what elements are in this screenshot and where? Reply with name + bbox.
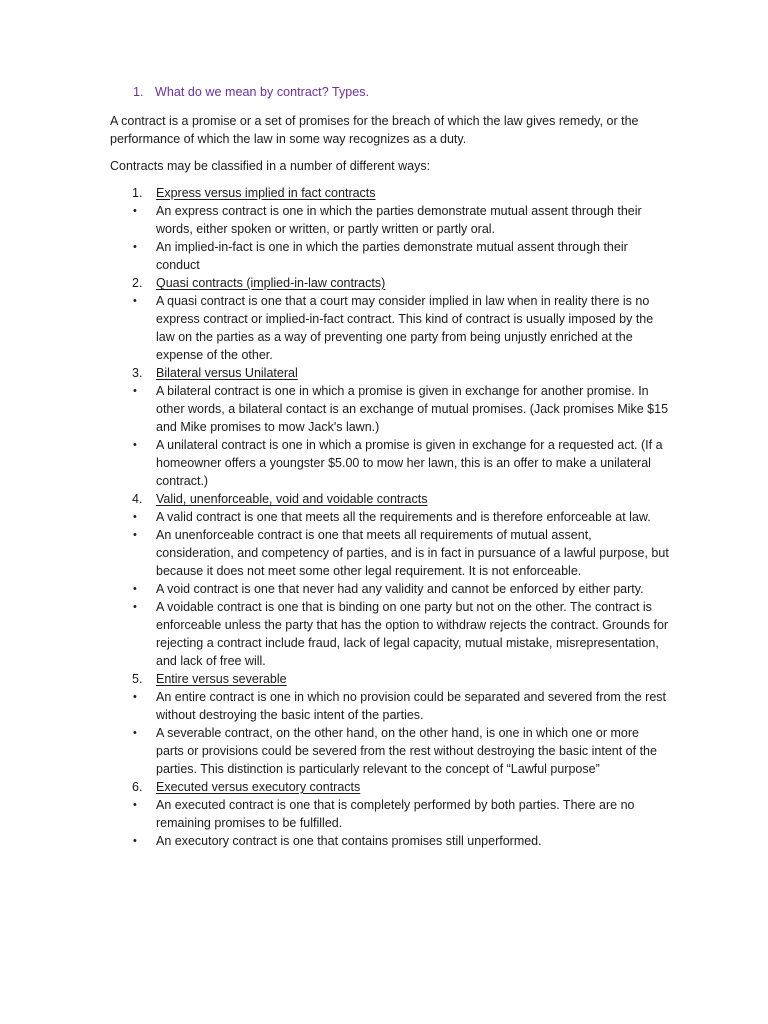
bullet-icon: •: [133, 799, 137, 811]
section-title: Executed versus executory contracts: [156, 780, 361, 794]
bullet-item: [110, 436, 670, 490]
bullet-item: [110, 724, 670, 778]
section-heading: [110, 184, 670, 202]
bullet-text: An implied-in-fact is one in which the parties demonstrate mutual assent through their conduct: [156, 240, 628, 272]
bullet-text: A unilateral contract is one in which a promise is given in exchange for a requested act. (If a homeowner offers a youngster $5.00 to mow her lawn, this is an offer to make a unilateral contract.): [156, 438, 663, 488]
bullet-text: An express contract is one in which the parties demonstrate mutual assent through their words, either spoken or written, or partly written or partly oral.: [156, 204, 642, 236]
contract-types-list: [110, 184, 670, 850]
bullet-item: [110, 598, 670, 670]
section-number: 1.: [132, 186, 143, 200]
bullet-item: [110, 580, 670, 598]
section-number: 2.: [132, 276, 143, 290]
bullet-item: [110, 796, 670, 832]
bullet-text: A void contract is one that never had any validity and cannot be enforced by either party.: [156, 582, 644, 596]
section-title: Express versus implied in fact contracts: [156, 186, 376, 200]
bullet-icon: •: [133, 835, 137, 847]
section-number: 5.: [132, 672, 143, 686]
bullet-item: [110, 832, 670, 850]
bullet-icon: •: [133, 295, 137, 307]
bullet-icon: •: [133, 205, 137, 217]
bullet-text: A quasi contract is one that a court may consider implied in law when in reality there is no express contract or implied-in-fact contract. This kind of contract is usually imposed by the law on the parties as a way of preventing one party from being unjustly enriched at the expense of the other.: [156, 294, 654, 362]
bullet-text: A voidable contract is one that is binding on one party but not on the other. The contract is enforceable unless the party that has the option to withdraw rejects the contract. Grounds for rejecting a contract include fraud, lack of legal capacity, mutual mistake, misrepresentation, and lack of free will.: [156, 600, 669, 668]
bullet-icon: •: [133, 583, 137, 595]
bullet-icon: •: [133, 727, 137, 739]
bullet-item: [110, 292, 670, 364]
bullet-icon: •: [133, 511, 137, 523]
bullet-text: An executed contract is one that is completely performed by both parties. There are no remaining promises to be fulfilled.: [156, 798, 635, 830]
section-heading: [110, 670, 670, 688]
section-heading: [110, 778, 670, 796]
section-title: Entire versus severable: [156, 672, 287, 686]
bullet-icon: •: [133, 241, 137, 253]
section-title: Bilateral versus Unilateral: [156, 366, 298, 380]
bullet-icon: •: [133, 529, 137, 541]
section-number: 6.: [132, 780, 143, 794]
heading-text: What do we mean by contract? Types.: [155, 85, 370, 99]
section-heading: [110, 490, 670, 508]
question-heading: [133, 85, 369, 99]
section-heading: [110, 364, 670, 382]
bullet-text: An unenforceable contract is one that meets all requirements of mutual assent, consideration, and competency of parties, and is in fact in pursuance of a lawful purpose, but because it does not meet some other legal requirement. It is not enforceable.: [156, 528, 669, 578]
section-title: Valid, unenforceable, void and voidable contracts: [156, 492, 428, 506]
bullet-icon: •: [133, 601, 137, 613]
bullet-item: [110, 202, 670, 238]
section-number: 4.: [132, 492, 143, 506]
section-number: 3.: [132, 366, 143, 380]
contract-definition: A contract is a promise or a set of promises for the breach of which the law gives remedy, or the performance of which the law in some way recognizes as a duty.: [110, 114, 639, 146]
bullet-text: An executory contract is one that contains promises still unperformed.: [156, 834, 542, 848]
bullet-item: [110, 688, 670, 724]
bullet-icon: •: [133, 439, 137, 451]
bullet-icon: •: [133, 385, 137, 397]
classification-intro: Contracts may be classified in a number of different ways:: [110, 159, 431, 173]
bullet-text: A bilateral contract is one in which a promise is given in exchange for another promise. In other words, a bilateral contact is an exchange of mutual promises. (Jack promises Mike $15 and Mike promises to mow Jack's lawn.): [156, 384, 669, 434]
bullet-text: A severable contract, on the other hand, on the other hand, is one in which one or more parts or provisions could be severed from the rest without destroying the basic intent of the parties. This distinction is particularly relevant to the concept of “Lawful purpose”: [156, 726, 657, 776]
section-heading: [110, 274, 670, 292]
bullet-item: [110, 382, 670, 436]
bullet-item: [110, 526, 670, 580]
bullet-item: [110, 508, 670, 526]
bullet-icon: •: [133, 691, 137, 703]
section-title: Quasi contracts (implied-in-law contracts): [156, 276, 386, 290]
heading-number: 1.: [133, 85, 144, 99]
bullet-text: An entire contract is one in which no provision could be separated and severed from the rest without destroying the basic intent of the parties.: [156, 690, 667, 722]
bullet-text: A valid contract is one that meets all the requirements and is therefore enforceable at law.: [156, 510, 651, 524]
bullet-item: [110, 238, 670, 274]
